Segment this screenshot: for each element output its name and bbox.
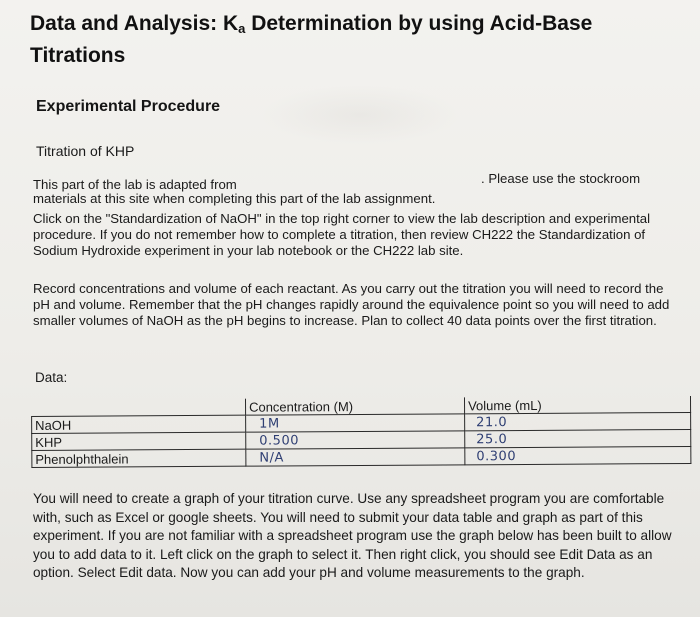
- row-name: Phenolphthalein: [32, 449, 246, 467]
- row-name: NaOH: [32, 415, 246, 433]
- data-label: Data:: [35, 370, 68, 385]
- table-row: [32, 446, 691, 467]
- background-smudge: [260, 85, 460, 145]
- page-title: Data and Analysis: $K_a$ Determination by using Acid-Base Titrations: [30, 12, 593, 67]
- row-volume: [465, 446, 691, 464]
- handwritten-value: N/A: [259, 450, 284, 466]
- instructions-paragraph: Click on the "Standardization of NaOH" in the top right corner to view the lab description and experimental procedure. If you do not remember how to complete a titration, then review CH222 the Standardization of Sodium Hydroxide experiment in your lab notebook or the CH222 lab site.: [33, 211, 651, 258]
- row-volume: [465, 429, 691, 447]
- row-concentration: [246, 431, 465, 449]
- intro-text-a: This part of the lab is adapted from: [33, 177, 237, 192]
- graph-instructions-paragraph: You will need to create a graph of your titration curve. Use any spreadsheet program you are comfortable with, such as Excel or google sheets. You will need to submit your data table and graph as part of this experiment. If you are not familiar with a spreadsheet program use the graph below has been built to allow you to add data to it. Left click on the graph to select it. Then right click, you should see Edit Data as an option. Select Edit data. Now you can add your pH and volume measurements to the graph.: [33, 491, 672, 581]
- handwritten-value: 1M: [259, 416, 280, 432]
- section-heading: Experimental Procedure: [36, 98, 221, 115]
- table-header-volume: Volume (mL): [464, 396, 690, 414]
- intro-text-b: . Please use the stockroom: [481, 171, 641, 186]
- record-paragraph: Record concentrations and volume of each reactant. As you carry out the titration you will need to record the pH and volume. Remember that the pH changes rapidly around the equivalence point so you will need to add smaller volumes of NaOH as the pH begins to increase. Plan to collect 40 data points over the first titration.: [33, 281, 670, 328]
- handwritten-value: 0.300: [476, 449, 517, 465]
- row-concentration: [246, 414, 465, 432]
- data-table: [31, 396, 691, 468]
- table-header-empty: [31, 399, 245, 417]
- subsection-heading: Titration of KHP: [36, 143, 135, 159]
- intro-text-c: materials at this site when completing this part of the lab assignment.: [33, 191, 436, 206]
- row-concentration: [246, 448, 465, 466]
- row-volume: [465, 412, 691, 430]
- row-name: KHP: [32, 432, 246, 450]
- handwritten-value: 21.0: [476, 415, 508, 431]
- handwritten-value: 0.500: [259, 433, 300, 449]
- handwritten-value: 25.0: [476, 432, 508, 448]
- table-header-concentration: Concentration (M): [245, 397, 464, 415]
